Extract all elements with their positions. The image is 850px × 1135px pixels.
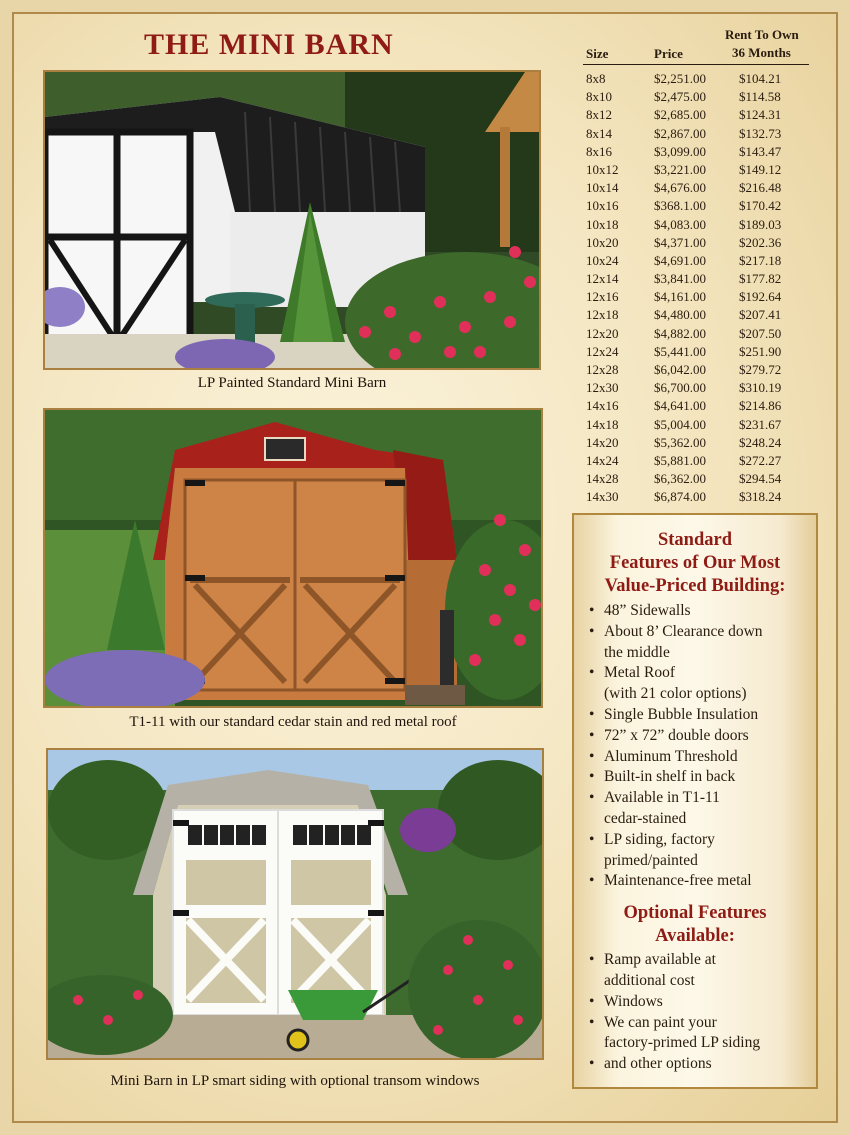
rent-cell: $207.50 bbox=[739, 325, 782, 341]
size-cell: 14x20 bbox=[586, 434, 619, 450]
list-item bbox=[574, 601, 816, 622]
rent-column-header-line2: 36 Months bbox=[732, 45, 791, 60]
table-row bbox=[583, 434, 809, 452]
size-cell: 8x8 bbox=[586, 71, 606, 86]
table-row bbox=[583, 143, 809, 161]
price-cell: $4,641.00 bbox=[654, 398, 706, 414]
list-item-text: • Built-in shelf in back bbox=[604, 768, 736, 786]
price-cell: $3,099.00 bbox=[654, 143, 706, 159]
list-item bbox=[574, 1054, 816, 1075]
size-cell: 12x24 bbox=[586, 343, 619, 359]
rent-cell: $114.58 bbox=[739, 89, 781, 105]
rent-cell: $192.64 bbox=[739, 289, 782, 305]
price-cell: $4,676.00 bbox=[654, 180, 706, 196]
table-row bbox=[583, 288, 809, 306]
price-cell: $4,882.00 bbox=[654, 325, 706, 341]
page-title: THE MINI BARN bbox=[144, 28, 394, 61]
size-cell: 12x30 bbox=[586, 380, 619, 396]
table-row bbox=[583, 216, 809, 234]
price-cell: $2,251.00 bbox=[654, 71, 706, 86]
list-item bbox=[574, 788, 816, 830]
list-item bbox=[574, 705, 816, 726]
list-item-text: • Maintenance-free metal bbox=[604, 872, 752, 890]
size-cell: 10x12 bbox=[586, 161, 619, 177]
list-item-text: primed/painted bbox=[604, 851, 698, 869]
table-row bbox=[583, 325, 809, 343]
size-cell: 12x28 bbox=[586, 362, 619, 377]
list-item-text: • Single Bubble Insulation bbox=[604, 705, 759, 723]
size-cell: 12x14 bbox=[586, 271, 619, 287]
list-item-text: • 72” x 72” double doors bbox=[604, 726, 749, 744]
list-item-text: • Ramp available at bbox=[604, 951, 716, 969]
table-row bbox=[583, 179, 809, 197]
table-row bbox=[583, 70, 809, 88]
size-cell: 8x12 bbox=[586, 107, 612, 123]
list-item-text: • Available in T1-11 bbox=[604, 789, 720, 807]
table-row bbox=[583, 397, 809, 415]
list-item-text: • and other options bbox=[604, 1055, 712, 1073]
table-row bbox=[583, 125, 809, 143]
rent-column-header-line1: Rent To Own bbox=[725, 27, 799, 42]
size-cell: 14x18 bbox=[586, 416, 619, 432]
price-cell: $4,691.00 bbox=[654, 252, 706, 268]
price-cell: $3,221.00 bbox=[654, 161, 706, 177]
list-item bbox=[574, 663, 816, 705]
price-cell: $6,874.00 bbox=[654, 489, 706, 505]
standard-features-heading bbox=[574, 529, 816, 598]
standard-heading-line: Value-Priced Building: bbox=[604, 576, 786, 596]
table-row bbox=[583, 343, 809, 361]
list-item-text: additional cost bbox=[604, 971, 695, 989]
list-item-text: • Metal Roof bbox=[604, 664, 676, 682]
list-item bbox=[574, 1013, 816, 1055]
rent-cell: $202.36 bbox=[739, 234, 782, 250]
table-row bbox=[583, 252, 809, 270]
rent-cell: $104.21 bbox=[739, 71, 782, 86]
photo-caption-2: T1-11 with our standard cedar stain and red metal roof bbox=[129, 714, 457, 730]
table-row bbox=[583, 488, 809, 506]
price-column-header: Price bbox=[654, 46, 683, 61]
table-row bbox=[583, 270, 809, 288]
rent-cell: $124.31 bbox=[739, 107, 782, 123]
table-row bbox=[583, 106, 809, 124]
list-item-text: • About 8’ Clearance down bbox=[604, 622, 763, 640]
price-table-header bbox=[583, 26, 809, 65]
price-cell: $6,042.00 bbox=[654, 362, 706, 377]
rent-cell: $251.90 bbox=[739, 343, 782, 359]
table-row bbox=[583, 470, 809, 488]
rent-cell: $143.47 bbox=[739, 143, 782, 159]
price-cell: $5,362.00 bbox=[654, 434, 706, 450]
photo-cedar-mini-barn bbox=[43, 408, 543, 708]
table-row bbox=[583, 379, 809, 397]
price-cell: $4,083.00 bbox=[654, 216, 706, 232]
rent-cell: $231.67 bbox=[739, 416, 782, 432]
size-cell: 12x18 bbox=[586, 307, 619, 323]
size-cell: 10x16 bbox=[586, 198, 619, 214]
list-item-text: the middle bbox=[604, 643, 670, 661]
size-cell: 8x10 bbox=[586, 89, 612, 105]
size-cell: 10x20 bbox=[586, 234, 619, 250]
list-item bbox=[574, 622, 816, 664]
list-item bbox=[574, 830, 816, 872]
table-row bbox=[583, 197, 809, 215]
standard-heading-line: Features of Our Most bbox=[609, 553, 781, 573]
optional-features-heading bbox=[574, 902, 816, 948]
table-row bbox=[583, 361, 809, 379]
size-cell: 8x16 bbox=[586, 143, 612, 159]
rent-cell: $279.72 bbox=[739, 362, 782, 377]
table-row bbox=[583, 452, 809, 470]
list-item bbox=[574, 871, 816, 892]
rent-cell: $216.48 bbox=[739, 180, 782, 196]
list-item-text: factory-primed LP siding bbox=[604, 1034, 761, 1052]
price-cell: $4,480.00 bbox=[654, 307, 706, 323]
price-cell: $2,475.00 bbox=[654, 89, 706, 105]
photo-caption-1: LP Painted Standard Mini Barn bbox=[197, 375, 387, 391]
list-item bbox=[574, 726, 816, 747]
size-cell: 8x14 bbox=[586, 125, 612, 141]
size-cell: 12x16 bbox=[586, 289, 619, 305]
list-item-text: • LP siding, factory bbox=[604, 830, 715, 848]
rent-cell: $177.82 bbox=[739, 271, 782, 287]
list-item-text: cedar-stained bbox=[604, 809, 687, 827]
price-cell: $2,685.00 bbox=[654, 107, 706, 123]
price-cell: $6,700.00 bbox=[654, 380, 706, 396]
features-panel bbox=[572, 513, 818, 1089]
list-item-text: (with 21 color options) bbox=[604, 685, 747, 703]
size-column-header: Size bbox=[586, 46, 609, 61]
list-item-text: • Aluminum Threshold bbox=[604, 747, 738, 765]
price-cell: $5,004.00 bbox=[654, 416, 706, 432]
photo-lp-mini-barn bbox=[46, 748, 544, 1060]
price-cell: $2,867.00 bbox=[654, 125, 706, 141]
price-table bbox=[583, 26, 809, 507]
rent-cell: $294.54 bbox=[739, 471, 782, 487]
size-cell: 14x24 bbox=[586, 452, 619, 468]
rent-cell: $272.27 bbox=[739, 452, 782, 468]
table-row bbox=[583, 88, 809, 106]
optional-features-list bbox=[574, 950, 816, 1075]
list-item-text: • Windows bbox=[604, 992, 663, 1010]
size-cell: 14x28 bbox=[586, 471, 619, 487]
standard-features-list bbox=[574, 601, 816, 892]
rent-cell: $318.24 bbox=[739, 489, 782, 505]
price-cell: $5,881.00 bbox=[654, 452, 706, 468]
rent-cell: $214.86 bbox=[739, 398, 782, 414]
price-cell: $4,371.00 bbox=[654, 234, 706, 250]
price-cell: $4,161.00 bbox=[654, 289, 706, 305]
rent-cell: $149.12 bbox=[739, 161, 782, 177]
rent-cell: $189.03 bbox=[739, 216, 782, 232]
size-cell: 10x14 bbox=[586, 180, 619, 196]
list-item bbox=[574, 767, 816, 788]
rent-cell: $170.42 bbox=[739, 198, 782, 214]
price-cell: $368.1.00 bbox=[654, 198, 706, 214]
list-item bbox=[574, 950, 816, 992]
table-row bbox=[583, 234, 809, 252]
list-item bbox=[574, 992, 816, 1013]
standard-heading-line: Standard bbox=[657, 530, 733, 550]
size-cell: 14x30 bbox=[586, 489, 619, 505]
price-cell: $5,441.00 bbox=[654, 343, 706, 359]
rent-cell: $132.73 bbox=[739, 125, 782, 141]
rent-cell: $310.19 bbox=[739, 380, 782, 396]
price-cell: $6,362.00 bbox=[654, 471, 706, 487]
photo-caption-3: Mini Barn in LP smart siding with optional transom windows bbox=[110, 1073, 480, 1089]
table-row bbox=[583, 416, 809, 434]
list-item-text: • 48” Sidewalls bbox=[604, 602, 691, 619]
optional-heading-line: Optional Features bbox=[623, 903, 767, 924]
optional-heading-line: Available: bbox=[655, 926, 735, 947]
size-cell: 10x18 bbox=[586, 216, 619, 232]
size-cell: 14x16 bbox=[586, 398, 619, 414]
list-item bbox=[574, 747, 816, 768]
price-table-body bbox=[583, 70, 809, 507]
size-cell: 10x24 bbox=[586, 252, 619, 268]
rent-cell: $248.24 bbox=[739, 434, 782, 450]
rent-cell: $217.18 bbox=[739, 252, 782, 268]
price-cell: $3,841.00 bbox=[654, 271, 706, 287]
size-cell: 12x20 bbox=[586, 325, 619, 341]
rent-cell: $207.41 bbox=[739, 307, 782, 323]
list-item-text: • We can paint your bbox=[604, 1013, 717, 1031]
table-row bbox=[583, 161, 809, 179]
table-row bbox=[583, 306, 809, 324]
photo-white-mini-barn bbox=[43, 70, 541, 370]
